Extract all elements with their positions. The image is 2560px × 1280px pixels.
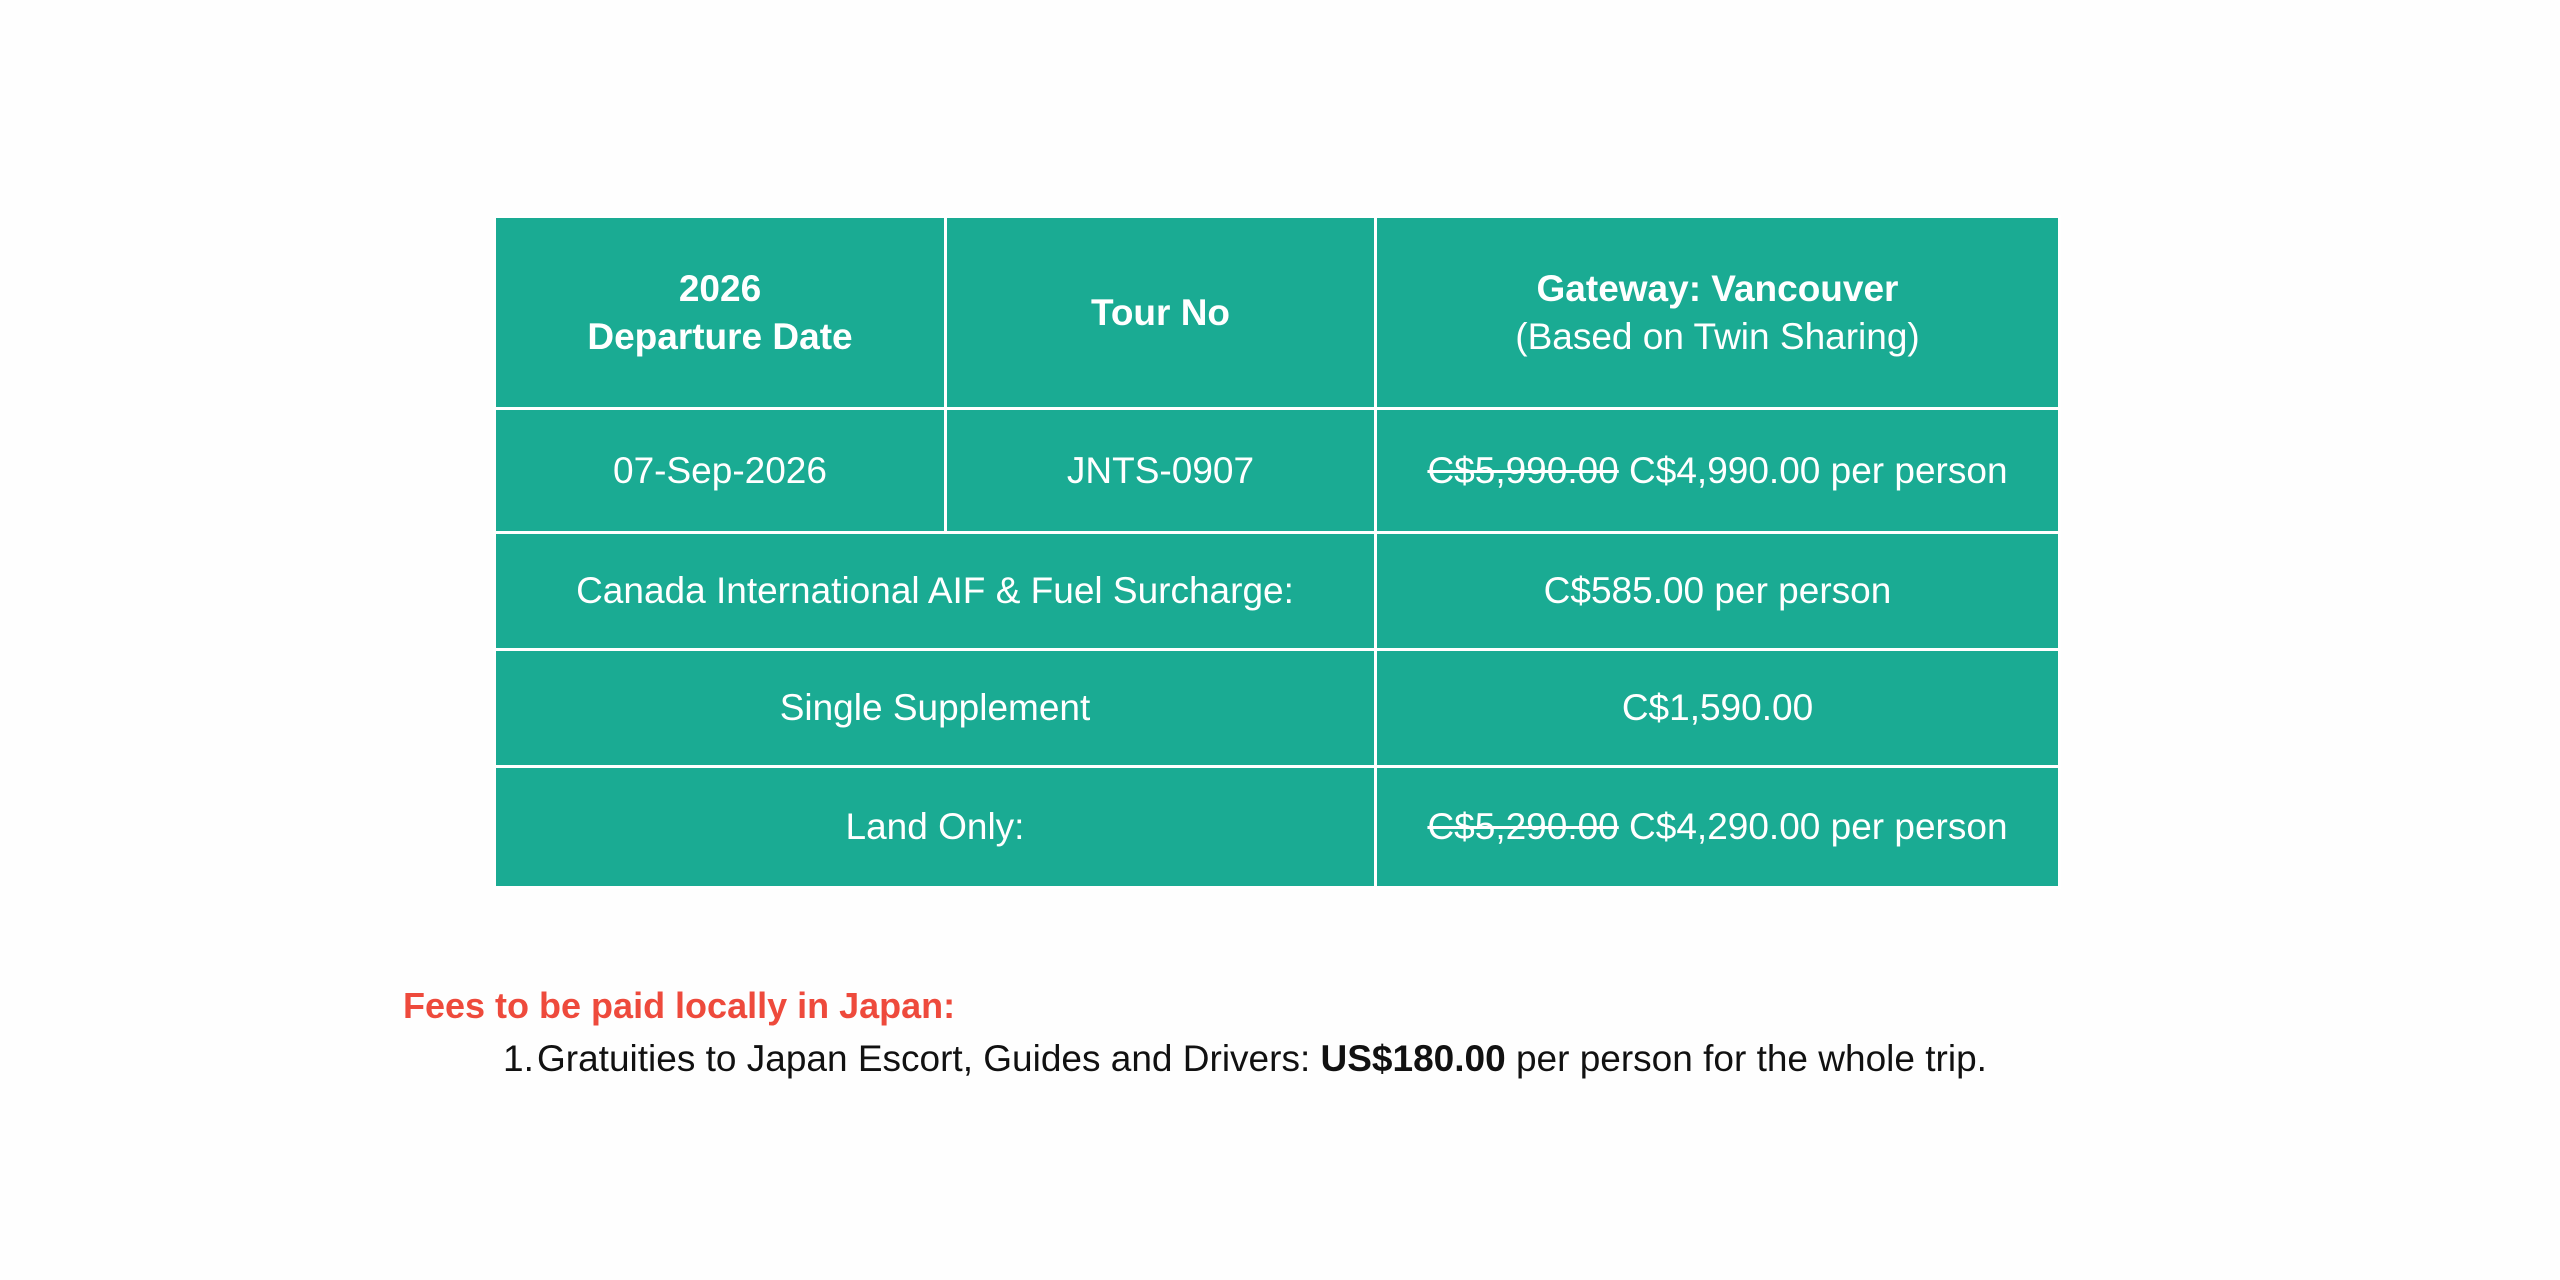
header-year: 2026 (678, 267, 762, 309)
land-only-label-cell: Land Only: (495, 767, 1376, 888)
single-supplement-label-cell: Single Supplement (495, 650, 1376, 767)
land-only-price-cell (1376, 767, 2060, 888)
departure-date-header (495, 217, 946, 409)
table-row (495, 767, 2060, 888)
land-only-current-price: C$4,290.00 per person (1629, 806, 2008, 847)
single-supplement-value-cell: C$1,590.00 (1376, 650, 2060, 767)
header-gateway-label: Gateway: Vancouver (1536, 267, 1899, 309)
twin-current-price: C$4,990.00 per person (1629, 449, 2008, 491)
list-item (503, 1034, 1987, 1084)
surcharge-label-cell: Canada International AIF & Fuel Surcharge: (495, 533, 1376, 650)
fees-list (503, 1034, 1987, 1084)
surcharge-value-cell: C$585.00 per person (1376, 533, 2060, 650)
gratuity-text: Gratuities to Japan Escort, Guides and Drivers: (537, 1038, 1321, 1079)
tour-no-cell: JNTS-0907 (946, 409, 1376, 533)
twin-original-price: C$5,990.00 (1427, 449, 1619, 491)
fees-heading: Fees to be paid locally in Japan: (403, 985, 956, 1026)
land-only-original-price: C$5,290.00 (1427, 806, 1619, 847)
list-item-number: 1. (503, 1038, 534, 1079)
tour-price-table (493, 215, 2061, 889)
list-item-text (537, 1034, 1987, 1084)
table-row (495, 533, 2060, 650)
gateway-header (1376, 217, 2060, 409)
table-row (495, 650, 2060, 767)
table-header-row (495, 217, 2060, 409)
header-departure-date-label: Departure Date (587, 315, 853, 357)
gratuity-text-after: per person for the whole trip. (1505, 1038, 1987, 1079)
tour-no-header (946, 217, 1376, 409)
departure-date-cell: 07-Sep-2026 (495, 409, 946, 533)
twin-price-cell (1376, 409, 2060, 533)
gratuity-amount: US$180.00 (1320, 1038, 1506, 1079)
header-gateway-note: (Based on Twin Sharing) (1515, 315, 1920, 357)
header-tour-no-label: Tour No (1090, 291, 1231, 333)
table-row (495, 409, 2060, 533)
